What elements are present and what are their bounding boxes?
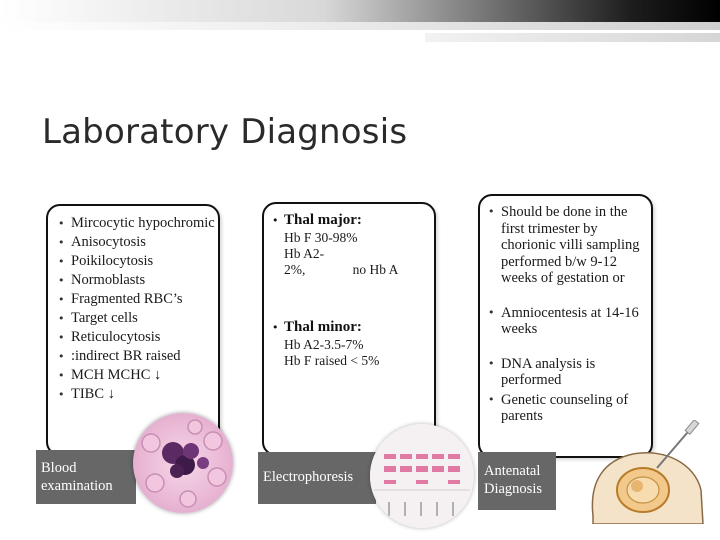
list-item: • Poikilocytosis	[56, 252, 215, 271]
top-decor-stripe	[0, 22, 720, 30]
antenatal-list	[486, 204, 650, 425]
list-item: • Reticulocytosis	[56, 328, 215, 347]
list-item: • Amniocentesis at 14-16 weeks	[486, 305, 650, 338]
list-item: • Mircocytic hypochromic	[56, 214, 215, 233]
thal-minor-line: Hb F raised < 5%	[284, 353, 380, 368]
thal-major-line: Hb F 30-98%	[284, 230, 358, 245]
list-item: • Normoblasts	[56, 271, 215, 290]
electrophoresis-card	[262, 202, 436, 456]
thal-major-block	[270, 211, 398, 278]
list-item: • MCH MCHC ↓	[56, 366, 215, 385]
blood-exam-label: Blood examination	[36, 450, 136, 504]
list-item: • DNA analysis is performed	[486, 356, 650, 389]
thal-major-line: Hb A2-	[284, 246, 325, 261]
electrophoresis-gel-image	[370, 424, 474, 528]
thal-minor-block	[270, 318, 379, 369]
thal-minor-line: Hb A2-3.5-7%	[284, 337, 364, 352]
list-item: • Should be done in the first trimester by chorionic villi sampling performed b/w 9-12 weeks of gestation or	[486, 204, 650, 287]
list-item: • Genetic counseling of parents	[486, 392, 650, 425]
thal-major-line: 2%, no Hb A	[284, 262, 399, 277]
list-item: • :indirect BR raised	[56, 347, 215, 366]
amniocentesis-illustration	[585, 420, 707, 524]
thal-major-heading: • Thal major:	[270, 211, 398, 230]
antenatal-label: Antenatal Diagnosis	[478, 452, 556, 510]
list-item: • TIBC ↓	[56, 385, 215, 404]
thal-minor-heading: • Thal minor:	[270, 318, 379, 337]
blood-smear-image	[133, 413, 233, 513]
top-decor-bar	[0, 0, 720, 22]
list-item: • Target cells	[56, 309, 215, 328]
blood-exam-list	[56, 214, 215, 404]
slide-title: Laboratory Diagnosis	[42, 112, 408, 152]
list-item: • Fragmented RBC’s	[56, 290, 215, 309]
list-item: • Anisocytosis	[56, 233, 215, 252]
electrophoresis-label: Electrophoresis	[258, 452, 376, 504]
top-decor-stripe-short	[425, 33, 720, 42]
antenatal-card	[478, 194, 653, 458]
